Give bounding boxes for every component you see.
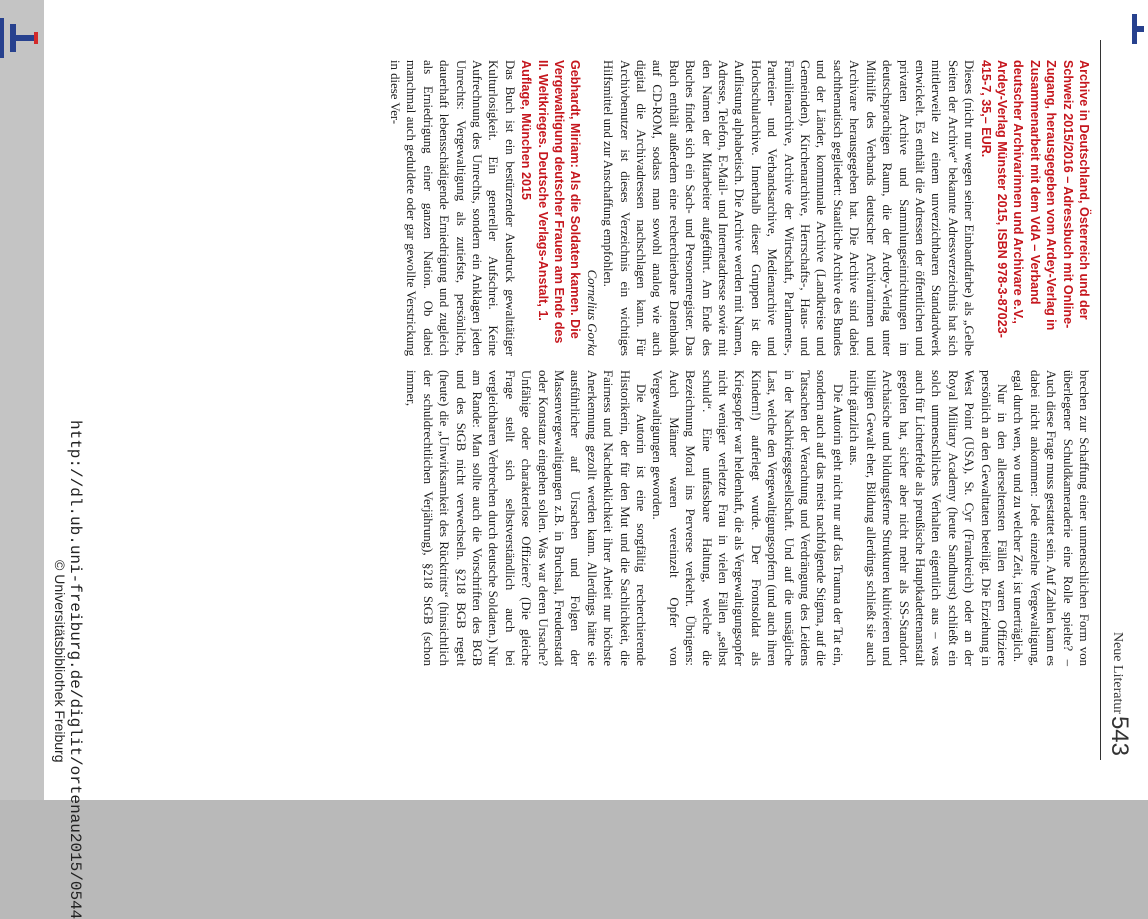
text-column-left (387, 60, 1092, 356)
scanned-page (44, 0, 1148, 919)
header-rule (1100, 40, 1101, 760)
review-paragraph: brechen zur Schaffung einer unmenschlichen Form von überlegener Schuldkameraderie eine Rolle spielte? – Auch diese Frage muss gestattet sein. Auf Zahlen kann es dabei nicht ankommen: Jede einzelne Vergewaltigung, egal durch wen, wo und zu welcher Zeit, ist unerträglich. (1011, 370, 1091, 666)
review-paragraph: Das Buch ist ein bestürzender Ausdruck gewalttätiger Kulturlosigkeit. Ein genereller Aufschrei. Keine Aufrechnung des Unrechts, sondern ein Anklagen jeden Unrechts: Vergewaltigung als zutiefste, persönliche, dauerhaft lebensschädigende Erniedrigung und zugleich als Erniedrigung einer ganzen Nation. Ob dabei manchmal auch geduldete oder gar gewollte Verstrickung in diese Ver- (387, 60, 517, 356)
review-paragraph: Nur in den allerseltensten Fällen waren Offiziere persönlich an den Gewalttaten beteiligt. Die Erziehung in West Point (USA), St. Cyr (Frankreich) oder an der Royal Military Academy (heute Sandhurst) schließt ein solch unmenschliches Verhalten eigentlich aus – was auch für Lichterfelde als preußische Hauptkadettenanstalt gegolten hat, sicher aber nicht mehr als SS-Standort. Archaische und bildungsferne Strukturen kultivieren und billigen Gewalt eher, Bildung allerdings schließt sie auch nicht gänzlich aus. (847, 370, 1009, 666)
review-title: Gebhardt, Miriam: Als die Soldaten kamen. Die Vergewaltigung deutscher Frauen am Ende des II. Weltkrieges. Deutsche Verlags-Anstalt, 1. Auflage, München 2015 (519, 60, 583, 344)
review-author: Cornelius Gorka (584, 269, 599, 356)
header-section-title: Neue Literatur (1110, 631, 1125, 714)
copyright-notice: © Universitätsbibliothek Freiburg (52, 560, 68, 763)
rotated-page-content (44, 0, 1148, 919)
review-paragraph: Dieses (nicht nur wegen seiner Einbandfarbe) als „Gelbe Seiten der Archive“ bekannte Adressverzeichnis hat sich mittlerweile zu einem unverzichtbaren Standardwerk entwickelt. Es enthält die Adressen der öffentlichen und privaten Archive und Sammlungseinrichtungen im deutschsprachigen Raum, die der Ardey-Verlag unter Mithilfe des Verbands deutscher Archivarinnen und Archivare herausgegeben hat. Die Archive sind dabei sachthematisch gegliedert: Staatliche Archive des Bundes und der Länder, kommunale Archive (Landkreise und Gemeinden), Kirchenarchive, Herrschafts-, Haus- und Familienarchive, Archive der Wirtschaft, Parlaments-, Parteien- und Verbandsarchive, Medienarchive und Hochschularchive. Innerhalb dieser Gruppen ist die Auflistung alphabetisch. Die Archive werden mit Namen, Adresse, Telefon, E-Mail- und Internetadresse sowie mit den Namen der Mitarbeiter aufgeführt. Am Ende des Buches findet sich ein Sach- und Personenregister. Das Buch enthält außerdem eine recherchierbare Datenbank auf CD-ROM, sodass man sowohl analog wie auch digital die Archivadressen nachschlagen kann. Für Archivbenutzer ist dieses Verzeichnis ein wichtiges Hilfsmittel und zur Anschaffung empfohlen. (601, 60, 977, 356)
text-column-right (403, 370, 1092, 666)
viewer-margin (0, 0, 44, 800)
permalink-url[interactable]: http://dl.ub.uni-freiburg.de/diglit/ortenau2015/0544 (66, 420, 84, 919)
review-title: Archive in Deutschland, Österreich und der Schweiz 2015/2016 – Adressbuch mit Online-Zugang, herausgegeben vom Ardey-Verlag in Zusammenarbeit mit dem VdA – Verband deutscher Archivarinnen und Archivare e.V., Ardey-Verlag Münster 2015, ISBN 978-3-87023-415-7, 35,– EUR. (978, 60, 1091, 338)
library-logo-icon (0, 18, 44, 58)
page-header (1100, 560, 1134, 760)
library-logo-mark-icon (1132, 14, 1144, 44)
review-paragraph: Die Autorin ist eine sorgfältig recherchierende Historikerin, der für den Mut und die Sachlichkeit, die Fairness und Nachdenklichkeit ihrer Arbeit nur höchste Anerkennung gezollt werden kann. Allerdings hätte sie ausführlicher auf Ursachen und Folgen der Massenvergewaltigungen z.B. in Bruchsal, Freudenstadt oder Konstanz eingehen sollen. Was war deren Ursache? Unfähige oder charakterlose Offiziere? (Die gleiche Frage stellt sich selbstverständlich auch bei vergleichbaren Verbrechen durch deutsche Soldaten.) Nur am Rande: Man sollte auch die Vorschriften des BGB und des StGB nicht verwechseln. §218 BGB regelt (heute) die „Unwirksamkeit des Rücktritts“ (hinsichtlich der schuldrechtlichen Verjährung), §218 StGB (schon immer, (404, 370, 649, 666)
review-paragraph: Die Autorin geht nicht nur auf das Trauma der Tat ein, sondern auch auf das meist nachfolgende Stigma, auf die Tatsachen der Verachtung und Verdrängung des Leidens in der Nachkriegsgesellschaft. Und auf die unsägliche Last, welche den Vergewaltigungsopfern (und auch ihren Kindern!) auferlegt wurde. Der Frontsoldat als Kriegsopfer war heldenhaft, die als Vergewaltigungsopfer nicht weniger verletzte Frau in vielen Fällen „selbst schuld“. Eine unfassbare Haltung, welche die Bezeichnung Moral ins Perverse verkehrt. Übrigens: Auch Männer waren vereinzelt Opfer von Vergewaltigungen geworden. (650, 370, 845, 666)
page-number: 543 (1106, 715, 1133, 756)
